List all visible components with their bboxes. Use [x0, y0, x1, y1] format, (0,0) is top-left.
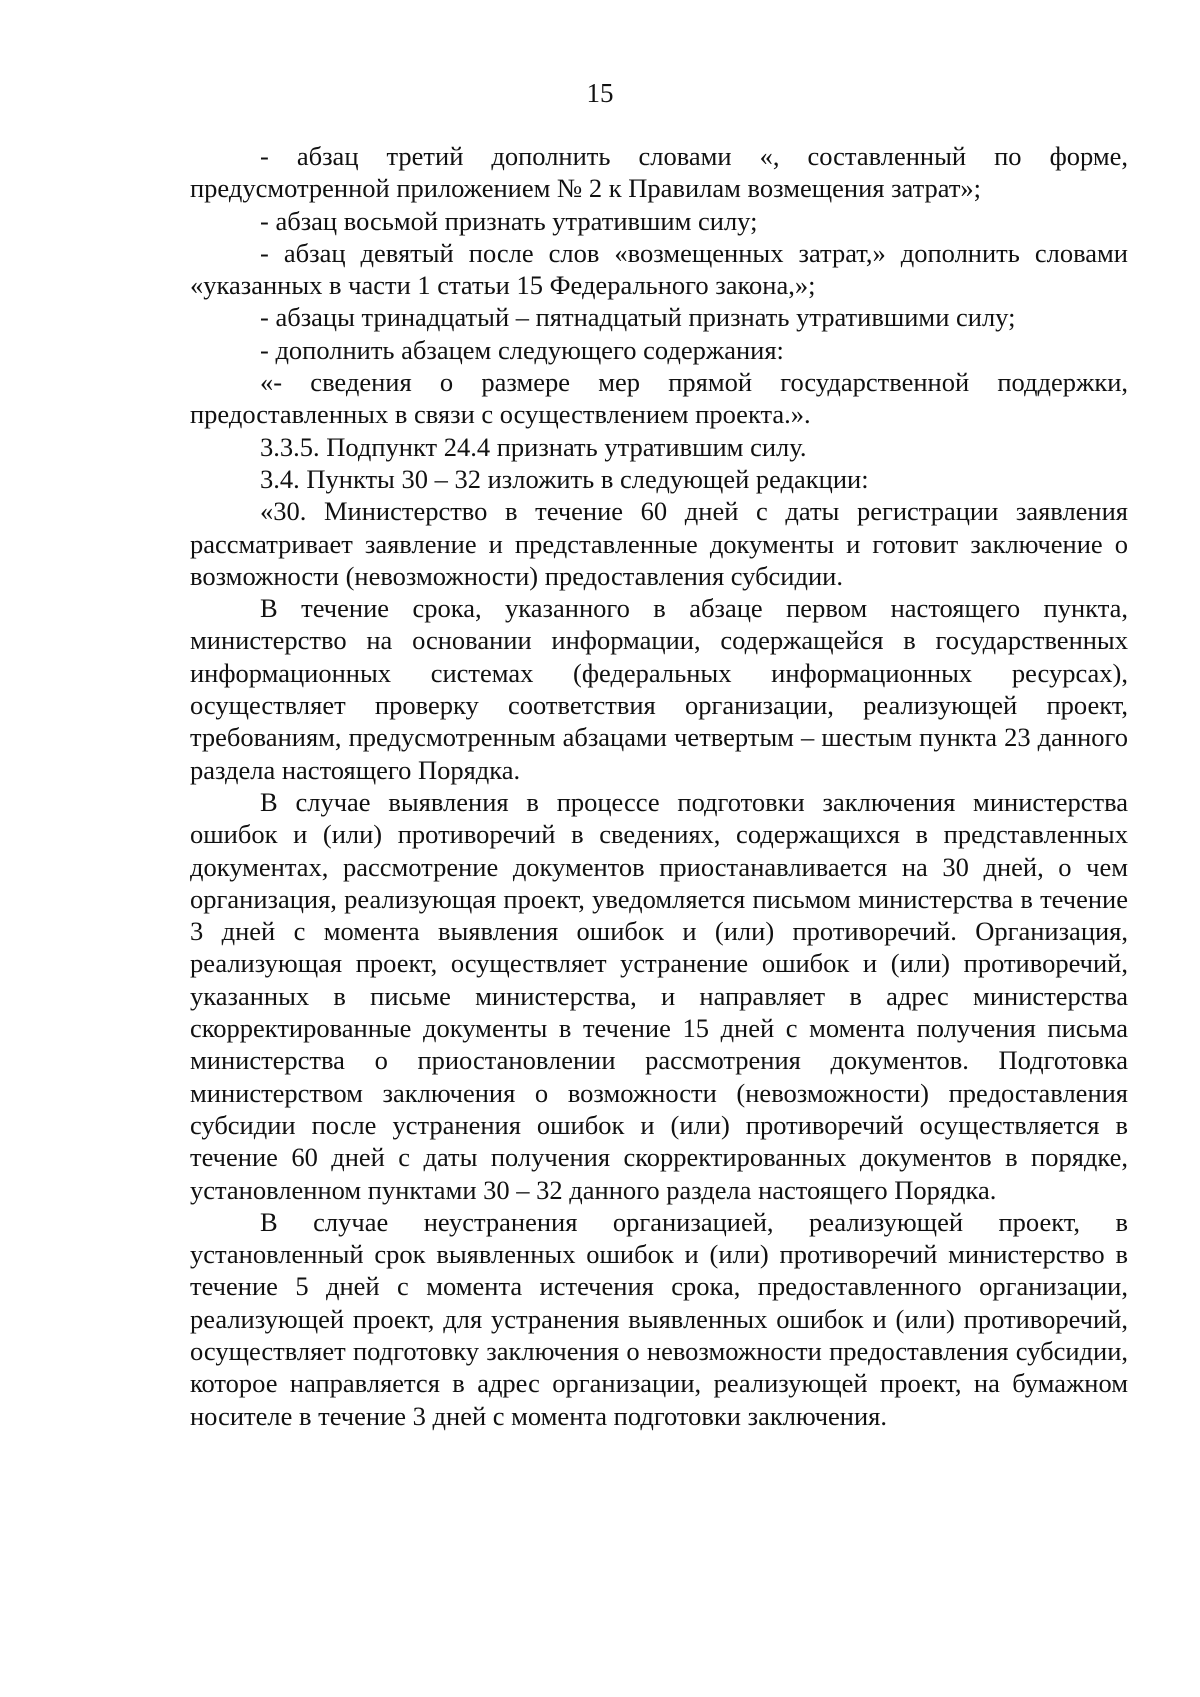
document-body [190, 140, 1128, 1432]
paragraph-6: «- сведения о размере мер прямой государственной поддержки, предоставленных в связи с осуществлением проекта.». [190, 367, 1128, 430]
paragraph-11: В случае выявления в процессе подготовки заключения министерства ошибок и (или) противоречий в сведениях, содержащихся в представленных документах, рассмотрение документов приостанавливается на 30 дней, о чем организация, реализующая проект, уведомляется письмом министерства в течение 3 дней с момента выявления ошибок и (или) противоречий. Организация, реализующая проект, осуществляет устранение ошибок и (или) противоречий, указанных в письме министерства, и направляет в адрес министерства скорректированные документы в течение 15 дней с момента получения письма министерства о приостановлении рассмотрения документов. Подготовка министерством заключения о возможности (невозможности) предоставления субсидии после устранения ошибок и (или) противоречий осуществляется в течение 60 дней с даты получения скорректированных документов в порядке, установленном пунктами 30 – 32 данного раздела настоящего Порядка. [190, 786, 1128, 1205]
paragraph-12: В случае неустранения организацией, реализующей проект, в установленный срок выявленных ошибок и (или) противоречий министерство в течение 5 дней с момента истечения срока, предоставленного организации, реализующей проект, для устранения выявленных ошибок и (или) противоречий, осуществляет подготовку заключения о невозможности предоставления субсидии, которое направляется в адрес организации, реализующей проект, на бумажном носителе в течение 3 дней с момента подготовки заключения. [190, 1206, 1128, 1431]
paragraph-7: 3.3.5. Подпункт 24.4 признать утратившим силу. [260, 431, 807, 462]
paragraph-2: - абзац восьмой признать утратившим силу; [260, 205, 758, 236]
paragraph-10: В течение срока, указанного в абзаце первом настоящего пункта, министерство на основании информации, содержащейся в государственных информационных системах (федеральных информационных ресурсах), осуществляет проверку соответствия организации, реализующей проект, требованиям, предусмотренным абзацами четвертым – шестым пункта 23 данного раздела настоящего Порядка. [190, 593, 1128, 785]
paragraph-8: 3.4. Пункты 30 – 32 изложить в следующей редакции: [260, 463, 869, 494]
page-number: 15 [586, 78, 614, 108]
paragraph-1: - абзац третий дополнить словами «, составленный по форме, предусмотренной приложением № 2 к Правилам возмещения затрат»; [190, 141, 1128, 204]
paragraph-5: - дополнить абзацем следующего содержания: [260, 334, 784, 365]
paragraph-4: - абзацы тринадцатый – пятнадцатый признать утратившими силу; [260, 302, 1016, 333]
paragraph-3: - абзац девятый после слов «возмещенных затрат,» дополнить словами «указанных в части 1 статьи 15 Федерального закона,»; [190, 237, 1128, 301]
paragraph-9: «30. Министерство в течение 60 дней с даты регистрации заявления рассматривает заявление и представленные документы и готовит заключение о возможности (невозможности) предоставления субсидии. [190, 496, 1128, 591]
